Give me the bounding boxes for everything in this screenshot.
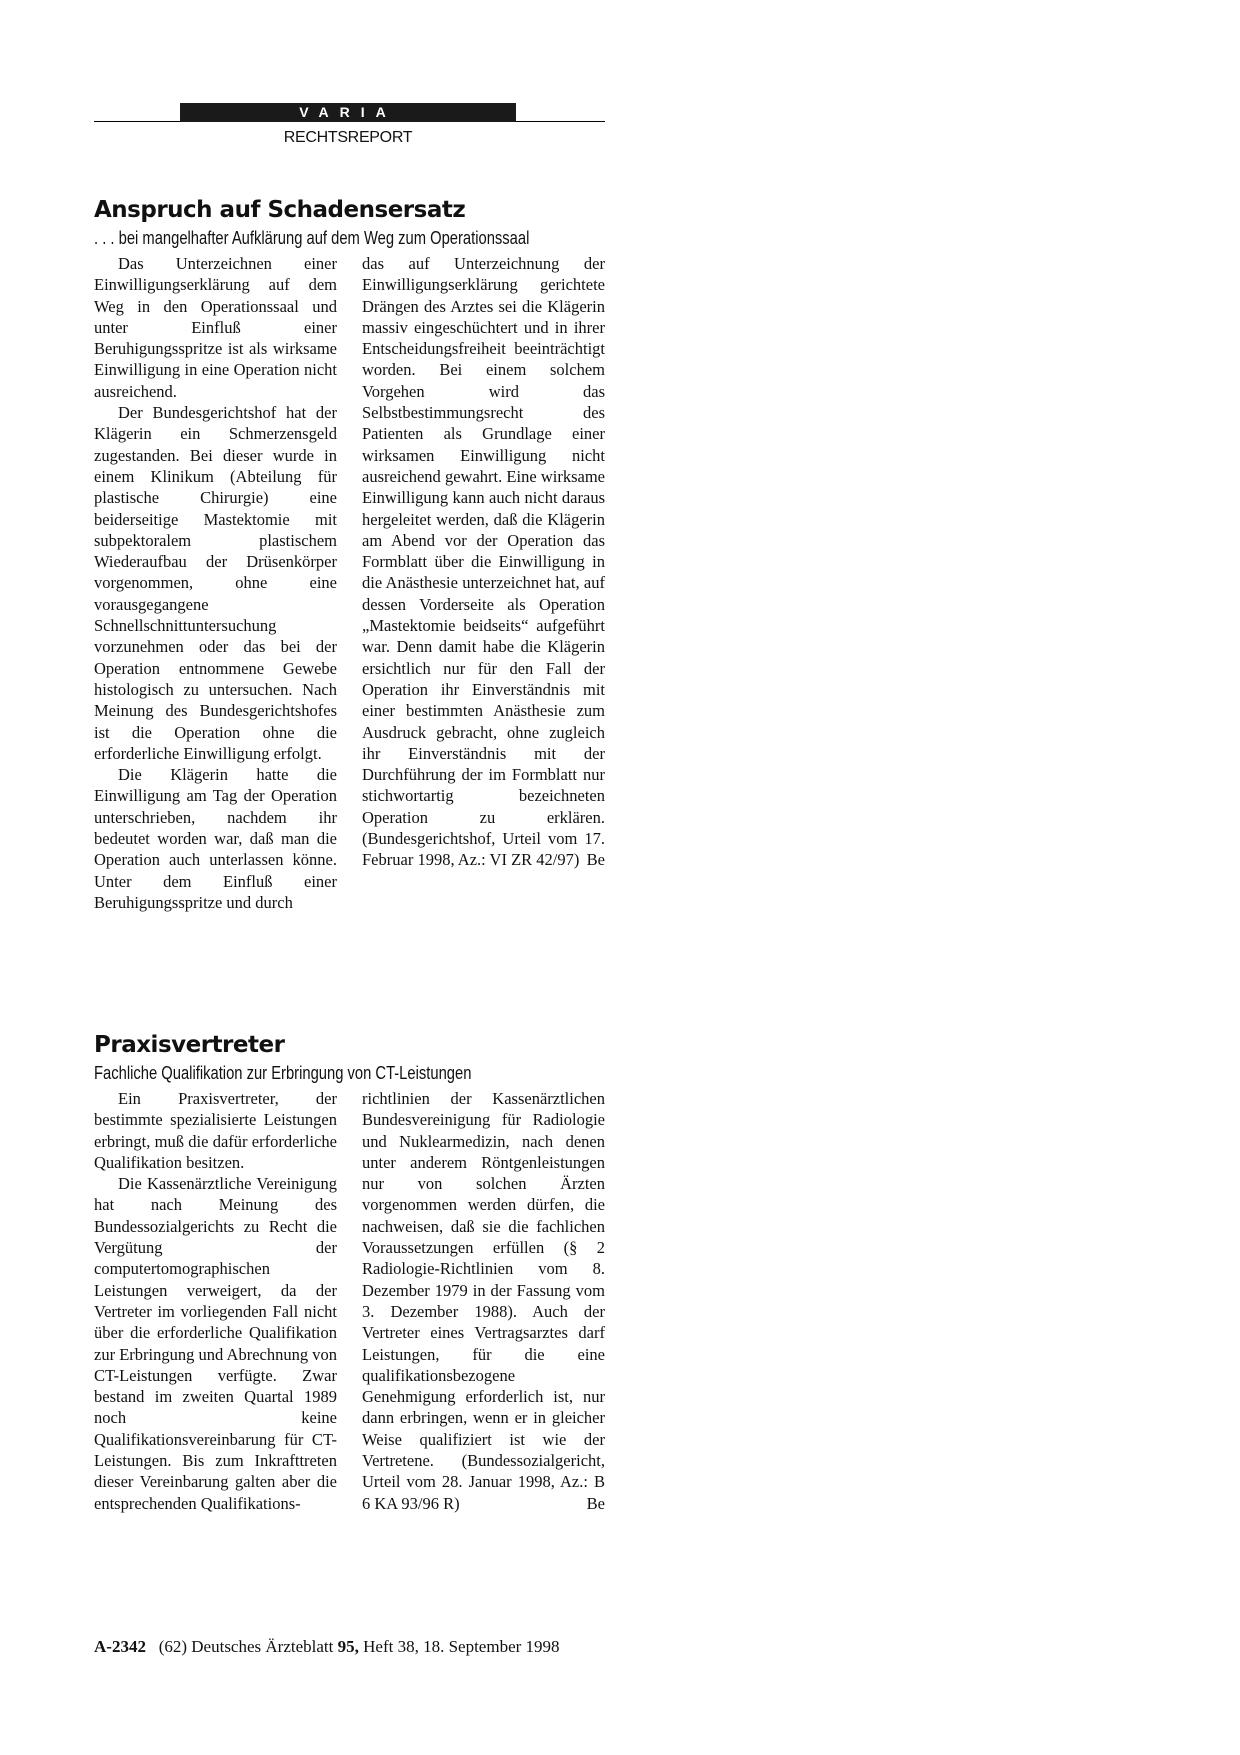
article-columns bbox=[94, 1088, 605, 1514]
journal-name: (62) Deutsches Ärzteblatt bbox=[158, 1637, 334, 1656]
header-rule-right bbox=[516, 121, 605, 122]
article-column-left bbox=[94, 253, 337, 913]
paragraph: Ein Praxisvertreter, der bestimmte spezialisierte Leistungen erbringt, muß die dafür erforderliche Qualifikation besitzen. bbox=[94, 1089, 337, 1172]
page-footer bbox=[94, 1637, 560, 1657]
paragraph bbox=[362, 1088, 605, 1514]
paragraph bbox=[362, 253, 605, 871]
article-subtitle: Fachliche Qualifikation zur Erbringung von CT-Leistungen bbox=[94, 1063, 472, 1083]
page-number: A-2342 bbox=[94, 1637, 146, 1656]
paragraph: Die Klägerin hatte die Einwilligung am Tag der Operation unterschrieben, nachdem ihr bedeutet worden war, daß man die Operation auch unterlassen könne. Unter dem Einfluß einer Beruhigungsspritze und durch bbox=[94, 765, 337, 912]
header-rule-left bbox=[94, 121, 180, 122]
paragraph: Das Unterzeichnen einer Einwilligungserklärung auf dem Weg in den Operationssaal und unter Einfluß einer Beruhigungsspritze ist als wirksame Einwilligung in eine Operation nicht ausreichend. bbox=[94, 254, 337, 401]
article-praxisvertreter bbox=[94, 1031, 605, 1514]
author-signature: Be bbox=[586, 850, 605, 870]
article-schadensersatz bbox=[94, 196, 605, 913]
subsection-label: RECHTSREPORT bbox=[283, 129, 413, 146]
author-signature: Be bbox=[586, 1493, 605, 1513]
article-column-right bbox=[362, 253, 605, 913]
journal-volume: 95, bbox=[337, 1637, 359, 1656]
article-subtitle: . . . bei mangelhafter Aufklärung auf dem Weg zum Operationssaal bbox=[94, 228, 530, 248]
article-title: Praxisvertreter bbox=[94, 1032, 285, 1058]
article-column-left bbox=[94, 1088, 337, 1514]
section-label: VARIA bbox=[180, 103, 516, 122]
article-column-right bbox=[362, 1088, 605, 1514]
paragraph: Der Bundesgerichtshof hat der Klägerin ein Schmerzensgeld zugestanden. Bei dieser wurde in einem Klinikum (Abteilung für plastische Chirurgie) eine beiderseitige Mastektomie mit subpektoralem plastischem Wiederaufbau der Drüsenkörper vorgenommen, ohne eine vorausgegangene Schnellschnittuntersuchung vorzunehmen oder das bei der Operation entnommene Gewebe histologisch zu untersuchen. Nach Meinung des Bundesgerichtshofes ist die Operation ohne die erforderliche Einwilligung erfolgt. bbox=[94, 403, 337, 763]
paragraph-text: das auf Unterzeichnung der Einwilligungserklärung gerichtete Drängen des Arztes sei die Klägerin massiv eingeschüchtert und in ihrer Entscheidungsfreiheit beeinträchtigt worden. Bei einem solchem Vorgehen wird das Selbstbestimmungsrecht des Patienten als Grundlage einer wirksamen Einwilligung nicht ausreichend gewahrt. Eine wirksame Einwilligung kann auch nicht daraus hergeleitet werden, daß die Klägerin am Abend vor der Operation das Formblatt über die Einwilligung in die Anästhesie unterzeichnet hat, auf dessen Vorderseite als Operation „Mastektomie beidseits“ aufgeführt war. Denn damit habe die Klägerin ersichtlich nur für den Fall der Operation ihr Einverständnis mit einer bestimmten Anästhesie zum Ausdruck gebracht, ohne zugleich ihr Einverständnis mit der Durchführung der im Formblatt nur stichwortartig bezeichneten Operation zu erklären. (Bundesgerichtshof, Urteil vom 17. Februar 1998, Az.: VI ZR 42/97) bbox=[362, 254, 605, 870]
paragraph-text: richtlinien der Kassenärztlichen Bundesvereinigung für Radiologie und Nuklearmedizin, nach denen unter anderem Röntgenleistungen nur von solchen Ärzten vorgenommen werden dürfen, die nachweisen, daß sie die fachlichen Voraussetzungen erfüllen (§ 2 Radiologie-Richtlinien vom 8. Dezember 1979 in der Fassung vom 3. Dezember 1988). Auch der Vertreter eines Vertragsarztes darf Leistungen, für die eine qualifikationsbezogene Genehmigung erforderlich ist, nur dann erbringen, wenn er in gleicher Weise qualifiziert ist wie der Vertretene. (Bundessozialgericht, Urteil vom 28. Januar 1998, Az.: B 6 KA 93/96 R) bbox=[362, 1089, 605, 1513]
paragraph: Die Kassenärztliche Vereinigung hat nach Meinung des Bundessozialgerichts zu Recht die Vergütung der computertomographischen Leistungen verweigert, da der Vertreter im vorliegenden Fall nicht über die erforderliche Qualifikation zur Erbringung und Abrechnung von CT-Leistungen verfügte. Zwar bestand im zweiten Quartal 1989 noch keine Qualifikationsvereinbarung für CT-Leistungen. Bis zum Inkrafttreten dieser Vereinbarung galten aber die entsprechenden Qualifikations- bbox=[94, 1174, 337, 1513]
journal-issue: Heft 38, 18. September 1998 bbox=[363, 1637, 560, 1656]
article-columns bbox=[94, 253, 605, 913]
article-title: Anspruch auf Schadensersatz bbox=[94, 197, 466, 223]
